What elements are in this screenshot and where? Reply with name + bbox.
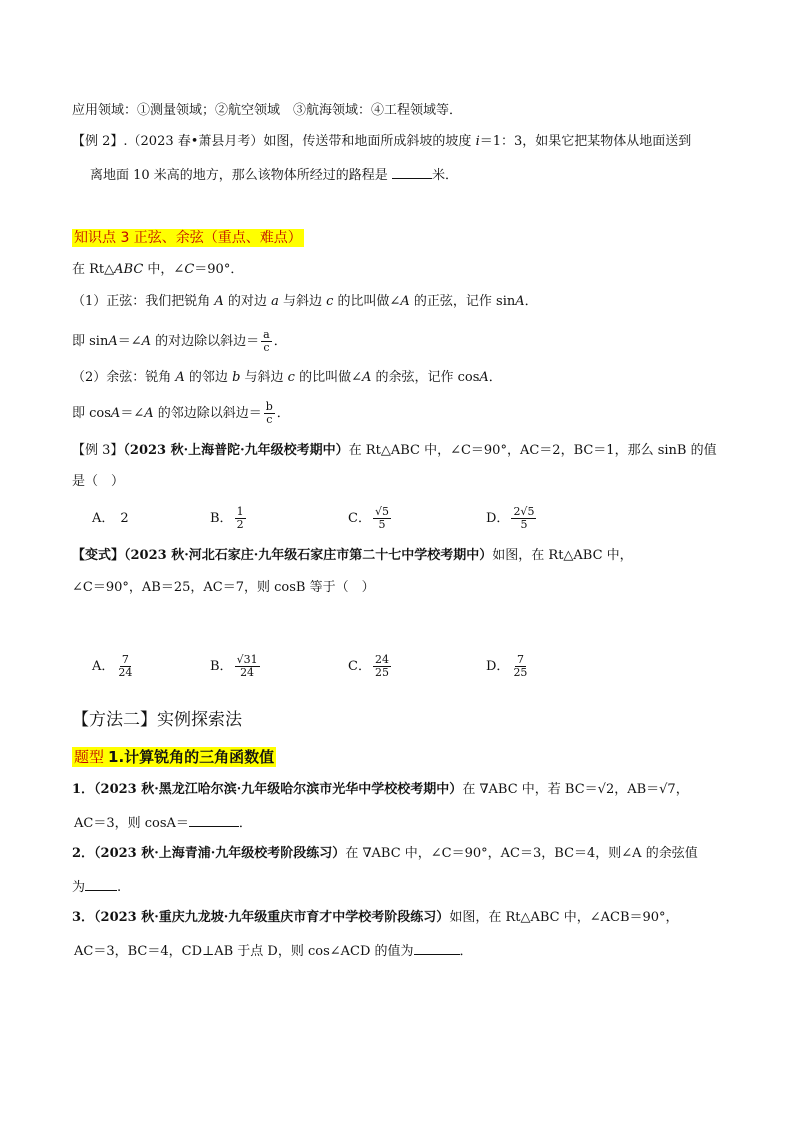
variant-option-a[interactable] [92,652,136,682]
sine-formula-c: 的对边除以斜边＝ [151,334,260,349]
option-num: 1 [236,505,244,518]
sine-fraction [261,329,272,354]
q1-end: ． [238,816,252,831]
option-letter: C． [348,511,371,526]
cos-formula-a: 即 cos [72,406,111,421]
cos-formula-c: 的邻边除以斜边＝ [153,406,262,421]
sine-formula-a: 即 sin [72,334,109,349]
kp3-intro-c: C [184,262,195,277]
sine-def-A3: A [515,294,525,309]
example-2 [72,134,691,150]
sine-formula-A2: A [141,334,152,349]
cos-def-e: 的余弦，记作 cos [371,370,480,385]
option-den: 2 [236,518,244,531]
option-num: √5 [374,505,389,518]
option-den: 24 [240,666,255,679]
variant-option-b[interactable] [210,652,262,682]
sine-def-b: 的对边 [223,294,272,309]
answer-blank[interactable] [85,878,117,891]
variant-option-d[interactable] [486,652,531,682]
option-letter: B． [210,511,233,526]
variant-line-2: ∠C＝90°，AB＝25，AC＝7，则 cosB 等于（ ） [72,580,375,595]
answer-blank[interactable] [414,942,460,955]
example-2-line-2 [90,166,458,184]
example-3-text: 在 Rt△ABC 中，∠C＝90°，AC＝2，BC＝1，那么 sinB 的值 [348,443,717,458]
sine-def-A: A [214,294,224,309]
option-den: 5 [378,518,386,531]
q1-line2: AC＝3，则 cosA＝ [74,816,189,831]
kp3-intro-d: ＝90°． [194,262,244,277]
sine-def-av: a [271,294,279,309]
cos-def-A2: A [361,370,372,385]
sine-formula [72,326,287,358]
example-2-label: 【例 2】 [72,134,124,149]
example-3-line-2: 是（ ） [72,474,125,489]
option-letter: A． [92,511,115,526]
question-2-line-2 [72,878,121,896]
option-letter: D． [486,659,510,674]
example-2-line2-b: 米． [431,168,458,183]
option-fraction [511,506,536,531]
cos-formula-b: ＝∠ [120,406,145,421]
cos-fraction-den: c [266,413,273,426]
q2-source: （2023 秋·上海青浦·九年级校考阶段练习） [94,846,346,861]
answer-blank[interactable] [189,814,239,827]
cos-def-bv: b [232,370,241,385]
example-2-text-b: ＝1：3，如果它把某物体从地面送到 [479,134,692,149]
option-fraction [235,506,246,531]
cos-def-f: ． [488,370,502,385]
sine-formula-end: ． [273,334,287,349]
cos-formula-end: ． [276,406,290,421]
cos-def-A3: A [479,370,489,385]
kp3-intro-b: 中，∠ [143,262,185,277]
q2-end: . [117,880,122,895]
sine-def-c: 与斜边 [278,294,327,309]
question-1 [72,782,689,798]
option-fraction [116,654,134,679]
cos-def-d: 的比叫做∠ [294,370,362,385]
q3-text: 如图，在 Rt△ABC 中，∠ACB＝90°， [449,910,679,925]
option-letter: A． [92,659,115,674]
option-fraction [235,654,260,679]
option-letter: C． [348,659,371,674]
cos-def-b: 的邻边 [184,370,233,385]
example-2-text-a: .（2023 春•萧县月考）如图，传送带和地面所成斜坡的坡度 [123,134,476,149]
kp3-intro-tri: ABC [114,262,144,277]
cos-fraction-num: b [265,400,273,413]
sine-def-cv: c [326,294,334,309]
sine-def-a: （1）正弦：我们把锐角 [72,294,215,309]
option-fraction [373,506,391,531]
sine-def-f: ． [524,294,538,309]
q1-num: 1． [72,782,95,797]
kp3-intro-a: 在 Rt△ [72,262,115,277]
variant-option-c[interactable] [348,652,393,682]
example-3 [72,443,717,459]
option-num: 24 [374,653,389,666]
option-letter: D． [486,511,510,526]
sine-def-A2: A [400,294,410,309]
variant-label: 【变式】 [72,548,125,563]
option-fraction [373,654,391,679]
option-fraction [511,654,529,679]
q1-source: （2023 秋·黑龙江哈尔滨·九年级哈尔滨市光华中学校校考期中） [94,782,463,797]
sine-formula-A: A [108,334,118,349]
option-value: 2 [120,511,129,526]
example-3-source: （2023 秋·上海普陀·九年级校考期中） [123,443,349,458]
knowledge-point-3-title: 知识点 3 正弦、余弦（重点、难点） [74,230,302,246]
option-den: 24 [118,666,133,679]
example-2-line2-a: 离地面 10 米高的地方，那么该物体所经过的路程是 [90,168,388,183]
variant-question [72,548,633,564]
option-num: 7 [121,653,129,666]
q2-line2: 为 [72,880,86,895]
method-2-heading: 【方法二】实例探索法 [72,710,242,730]
cosine-definition [72,370,502,386]
type-1-heading [72,748,276,766]
example-3-option-a[interactable] [92,511,129,527]
option-den: 5 [520,518,528,531]
option-num: 2√5 [513,505,535,518]
q2-text: 在 ∇ABC 中，∠C＝90°，AC＝3，BC＝4，则∠A 的余弦值 [345,846,698,861]
option-den: 25 [374,666,389,679]
variant-source: （2023 秋·河北石家庄·九年级石家庄市第二十七中学校考期中） [124,548,493,563]
cos-fraction [264,401,275,426]
example-2-var-i: i [475,134,480,149]
sine-def-e: 的正弦，记作 sin [409,294,516,309]
type-title: 1.计算锐角的三角函数值 [108,748,275,766]
example-3-option-c[interactable] [348,505,393,533]
q1-text: 在 ∇ABC 中，若 BC＝√2，AB＝√7， [462,782,689,797]
sine-formula-b: ＝∠ [117,334,142,349]
example-3-option-b[interactable] [210,505,248,533]
cos-formula-A2: A [144,406,154,421]
option-num: 7 [516,653,524,666]
cos-def-c: 与斜边 [240,370,288,385]
option-letter: B． [210,659,233,674]
application-fields-line: 应用领域：①测量领域；②航空领域 ③航海领域：④工程领域等． [72,103,463,118]
kp3-intro [72,262,243,278]
cos-def-cv: c [287,370,295,385]
question-3 [72,910,679,926]
sine-fraction-den: c [263,341,270,354]
question-2 [72,846,698,862]
question-3-line-2 [74,942,473,960]
q2-num: 2． [72,846,95,861]
type-tag: 题型 [74,748,105,766]
q3-source: （2023 秋·重庆九龙坡·九年级重庆市育才中学校考阶段练习） [94,910,450,925]
example-3-option-d[interactable] [486,505,538,533]
sine-fraction-num: a [263,328,270,341]
q3-end: ． [459,944,473,959]
example-3-label: 【例 3】 [72,443,124,458]
q3-num: 3． [72,910,95,925]
option-num: √31 [236,653,258,666]
question-1-line-2 [74,814,252,832]
cosine-formula [72,398,290,430]
option-den: 25 [513,666,528,679]
sine-def-d: 的比叫做∠ [333,294,401,309]
variant-text: 如图，在 Rt△ABC 中， [492,548,633,563]
sine-definition [72,294,538,310]
cos-def-A: A [175,370,185,385]
cos-def-a: （2）余弦：锐角 [72,370,176,385]
answer-blank[interactable] [392,166,432,179]
q3-line2: AC＝3，BC＝4，CD⊥AB 于点 D，则 cos∠ACD 的值为 [74,944,414,959]
cos-formula-A: A [110,406,121,421]
